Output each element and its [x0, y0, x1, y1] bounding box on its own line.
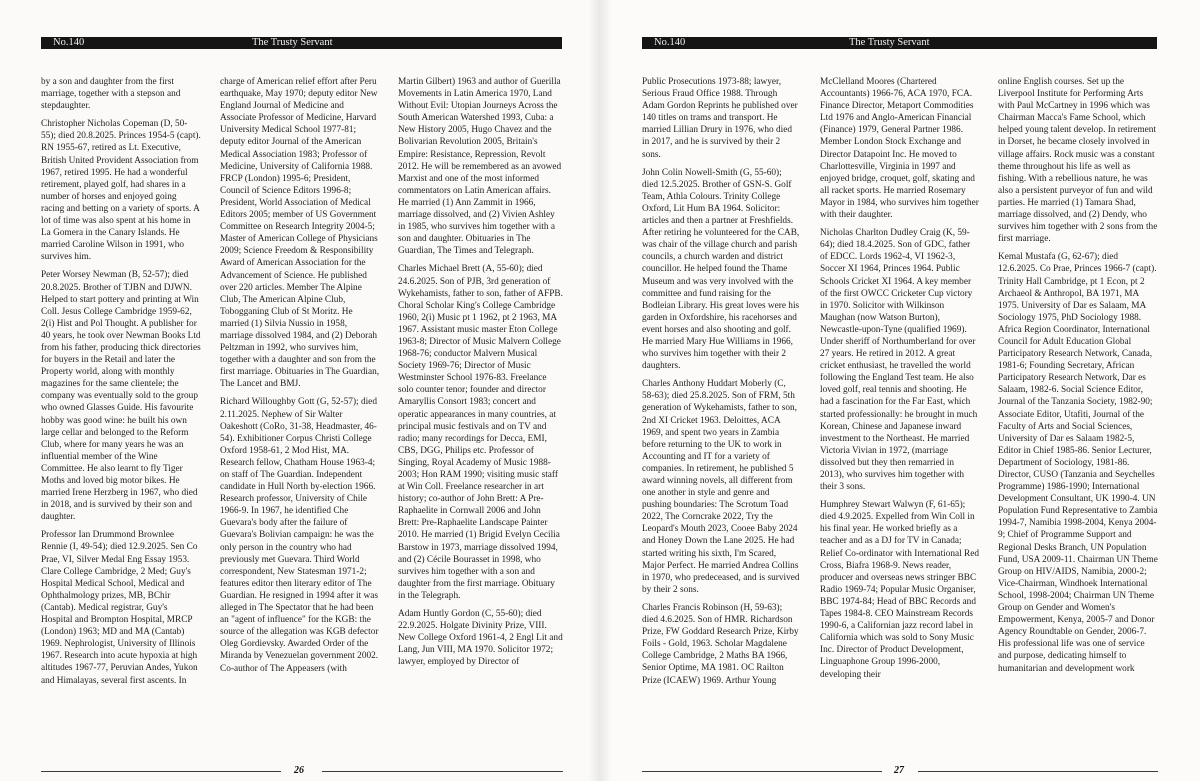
obituary-paragraph: Adam Huntly Gordon (C, 55-60); died 22.9.2025. Holgate Divinity Prize, VIII. New College Oxford 1961-4, 2 Engl Lit and Lang, Jun VIII, MA 1970. Solicitor 1972; lawyer, employed by Director of [398, 609, 563, 668]
running-header [41, 37, 562, 49]
footer-rule-left [41, 771, 281, 772]
column-3 [398, 76, 564, 675]
column-1 [41, 76, 201, 693]
page-number: 26 [294, 765, 304, 776]
page-right [600, 0, 1200, 781]
magazine-title: The Trusty Servant [849, 37, 930, 48]
obituary-paragraph: Christopher Nicholas Copeman (D, 50-55); died 20.8.2025. Princes 1954-5 (capt). RN 1955-67, retired as Lt. Executive, British United Provident Association from 1967, retired 1995. He had a wonderful retirement, played golf, had shares in a number of horses and enjoyed going racing and betting on a variety of sports. A lot of time was also spent at his home in La Gomera in the Canary Islands. He married Caroline Wilson in 1991, who survives him. [41, 119, 201, 263]
column-1 [642, 76, 800, 693]
footer-rule-right [918, 771, 1158, 772]
column-3 [998, 76, 1158, 681]
obituary-paragraph: Professor Ian Drummond Brownlee Rennie (I, 49-54); died 12.9.2025. Sen Co Prae, VI, Silver Medal Eng Essay 1953. Clare College Cambridge, 2 Med; Guy's Hospital Medical School, Medical and Ophthalmology prizes, MB, BChir (Cantab). Medical registrar, Guy's Hospital and Brompton Hospital, MRCP (London) 1963; MD and MA (Cantab) 1969. Nephrologist, University of Illinois 1967. Research into acute hypoxia at high altitudes 1967-77, Peruvian Andes, Yukon and Himalayas, several first ascents. In [41, 530, 198, 686]
obituary-paragraph: Public Prosecutions 1973-88; lawyer, Serious Fraud Office 1988. Through Adam Gordon Reprints he published over 140 titles on trams and transport. He married Lillian Drury in 1976, who died in 2017, and he is survived by their 2 sons. [642, 77, 798, 160]
obituary-paragraph: Humphrey Stewart Walwyn (F, 61-65); died 4.9.2025. Expelled from Win Coll in his final year. He worked briefly as a teacher and as a DJ for TV in Canada; Relief Co-ordinator with International Red Cross, Biafra 1968-9. News reader, producer and overseas news stringer BBC Radio 1969-74; Popular Music Organiser, BBC 1974-84; Head of BBC Records and Tapes 1984-8. CEO Mainstream Records 1990-6, a Californian jazz record label in California which was sold to Sony Music Inc. Director of Product Development, Linguaphone Group 1996-2000, developing their [820, 500, 980, 680]
obituary-paragraph: Charles Francis Robinson (H, 59-63); died 4.6.2025. Son of HMR. Richardson Prize, FW Goddard Research Prize, Kirby Foils - Gold, 1963. Scholar Magdalene College Cambridge, 2 Maths BA 1966, Senior Optime, MA 1981. OC Railton Prize (ICAEW) 1969. Arthur Young [642, 602, 799, 686]
obituary-paragraph: by a son and daughter from the first marriage, together with a stepson and stepdaughter. [41, 77, 181, 112]
issue-number: No.140 [53, 37, 85, 48]
obituary-paragraph: Peter Worsey Newman (B, 52-57); died 20.8.2025. Brother of TJBN and DJWN. Helped to start pottery and printing at Win Coll. Jesus College Cambridge 1959-62, 2(i) Hist and Pol Thought. A publisher for 40 years, he took over Newman Books Ltd from his father, producing thick directories for buyers in the Retail and later the Property world, along with monthly magazines for the same clientele; the company was eventually sold to the group who owned Glasses Guide. His favourite hobby was good wine: he built his own large cellar and belonged to the Reform Club, where for many years he was an influential member of the Wine Committee. He also learnt to fly Tiger Moths and loved big motor bikes. He married Irene Herzberg in 1967, who died in 2018, and is survived by their son and daughter. [41, 270, 201, 523]
obituary-paragraph: John Colin Nowell-Smith (G, 55-60); died 12.5.2025. Brother of GSN-S. Golf Team, Athla Colours. Trinity College Oxford, Lit Hum BA 1964. Solicitor: articles and then a partner at Freshfields. After retiring he volunteered for the CAB, was chair of the village church and parish councils, a church warden and district councillor. He helped found the Thame Museum and was very involved with the committee and fund raising for the Bodleian Library. His great loves were his garden in Oxfordshire, his racehorses and event horses and also shooting and golf. He married Mary Hue Williams in 1966, who survives him together with their 2 daughters. [642, 167, 800, 372]
obituary-paragraph: Charles Michael Brett (A, 55-60); died 24.6.2025. Son of PJB, 3rd generation of Wykehamists, father to son, father of AFPB. Choral Scholar King's College Cambridge 1960, 2(i) Music pt 1 1962, pt 2 1963, MA 1967. Assistant music master Eton College 1963-8; Director of Music Malvern College 1968-76; conductor Malvern Musical Society 1969-76; Director of Music Westminster School 1976-83. Freelance solo counter tenor; founder and director Amaryllis Consort 1983; concert and operatic appearances in many countries, at principal music festivals and on TV and radio; many recordings for Decca, EMI, CBS, DGG, Philips etc. Professor of Singing, Royal Academy of Music 1988-2003; Hon RAM 1990; visiting music staff at Win Coll. Freelance researcher in art history; co-author of John Brett: A Pre-Raphaelite in Cornwall 2006 and John Brett: Pre-Raphaelite Landscape Painter 2010. He married (1) Brigid Evelyn Cecilia Barstow in 1973, marriage dissolved 1994, and (2) Cécile Bourasset in 1998, who survives him together with a son and daughter from the first marriage. Obituary in the Telegraph. [398, 264, 563, 601]
column-2 [820, 76, 980, 687]
column-2 [220, 76, 380, 681]
obituary-paragraph: McClelland Moores (Chartered Accountants) 1966-76, ACA 1970, FCA. Finance Director, Metaport Commodities Ltd 1976 and Anglo-American Financial (Finance) 1979, General Partner 1986. Member London Stock Exchange and Director Datapoint Inc. He moved to Charlottesville, Virginia in 1997 and enjoyed bridge, croquet, golf, skating and all racket sports. He married Rosemary Mayor in 1984, who survives him together with their daughter. [820, 77, 979, 221]
obituary-paragraph: Martin Gilbert) 1963 and author of Guerilla Movements in Latin America 1970, Land Without Evil: Utopian Journeys Across the South American Watershed 1993, Cuba: a New History 2005, Hugo Chavez and the Bolivarian Revolution 2005, Britain's Empire: Resistance, Repression, Revolt 2012. He will be remembered as an avowed Marxist and one of the most informed commentators on Latin American affairs. He married (1) Ann Zammit in 1966, marriage dissolved, and (2) Vivien Ashley in 1985, who survives him together with a son and daughter. Obituaries in The Guardian, The Times and Telegraph. [398, 77, 562, 257]
page-number: 27 [894, 765, 904, 776]
issue-number: No.140 [654, 37, 686, 48]
obituary-paragraph: Kemal Mustafa (G, 62-67); died 12.6.2025. Co Prae, Princes 1966-7 (capt). Trinity Hall Cambridge, pt 1 Econ, pt 2 Archaeol & Anthropol, BA 1971, MA 1975. University of Dar es Salaam, MA Sociology 1975, PhD Sociology 1988. Africa Region Coordinator, International Council for Adult Education Global Participatory Research Network, Canada, 1981-6; Founding Secretary, African Participatory Research Network, Dar es Salaam, 1982-6. Social Science Editor, Journal of the Tanzania Society, 1982-90; Associate Editor, Utafiti, Journal of the Faculty of Arts and Social Sciences, University of Dar es Salaam 1982-5, Editor in Chief 1985-86. Senior Lecturer, Department of Sociology, 1981-86. Director, CUSO (Tanzania and Seychelles Programme) 1986-1990; International Development Consultant, UK 1990-4. UN Population Fund Representative to Zambia 1994-7, Namibia 1998-2004, Kenya 2004-9; Chief of Programme Support and Regional Desks Branch, UN Population Fund, USA 2009-11. Chairman UN Theme Group on HIV/AIDS, Namibia, 2000-2; Vice-Chairman, Windhoek International School, 1998-2004; Chairman UN Theme Group on Gender and Women's Empowerment, Kenya, 2005-7 and Donor Agency Roundtable on Gender, 2006-7. His professional life was one of service and purpose, dedicating himself to humanitarian and development work [998, 252, 1158, 674]
obituary-paragraph: charge of American relief effort after Peru earthquake, May 1970; deputy editor New England Journal of Medicine and Associate Professor of Medicine, Harvard University Medical School 1977-81; deputy editor Journal of the American Medical Association 1983; Professor of Medicine, University of California 1988. FRCP (London) 1995-6; President, Council of Science Editors 1996-8; President, World Association of Medical Editors 2005; member of US Government Committee on Research Integrity 2004-5; Master of American College of Physicians 2009; Science Freedom & Responsibility Award of American Association for the Advancement of Science. He published over 220 articles. Member The Alpine Club, The American Alpine Club, Tobogganing Club of St Moritz. He married (1) Silvia Nussio in 1958, marriage dissolved 1984, and (2) Deborah Peltzman in 1992, who survives him, together with a daughter and son from the first marriage. Obituaries in The Guardian, The Lancet and BMJ. [220, 77, 380, 390]
magazine-title: The Trusty Servant [252, 37, 333, 48]
obituary-paragraph: online English courses. Set up the Liverpool Institute for Performing Arts with Paul McCartney in 1996 which was Chairman Macca's Fame School, which helped young talent develop. In retirement in Dorset, he became closely involved in village affairs. Rock music was a constant theme throughout his life as well as fishing. With a rebellious nature, he was also a persistent purveyor of fun and wild parties. He married (1) Tamara Shad, marriage dissolved, and (2) Dendy, who survives him together with 2 sons from the first marriage. [998, 77, 1158, 245]
footer-rule-left [642, 771, 882, 772]
running-header [642, 37, 1157, 49]
obituary-paragraph: Charles Anthony Huddart Moberly (C, 58-63); died 25.8.2025. Son of FRM, 5th generation of Wykehamists, father to son, 2nd XI Cricket 1963. Deloittes, ACA 1969, and spent two years in Zambia before returning to the UK to work in Accounting and IT for a variety of companies. In retirement, he published 5 award winning novels, all different from one another in style and genre and pushing boundaries: The Scrotum Toad 2022, The Corncrake 2022, Try the Leopard's Mouth 2023, Cooee Baby 2024 and Honey Down the Lane 2025. He had started writing his sixth, I'm Scared, Major Perfect. He married Andrea Collins in 1970, who predeceased, and is survived by their 2 sons. [642, 379, 800, 595]
obituary-paragraph: Richard Willoughby Gott (G, 52-57); died 2.11.2025. Nephew of Sir Walter Oakeshott (CoRo, 31-38, Headmaster, 46-54). Exhibitioner Corpus Christi College Oxford 1958-61, 2 Mod Hist, MA. Research fellow, Chatham House 1963-4; on staff of The Guardian. Independent candidate in Hull North by-election 1966. Research professor, University of Chile 1966-9. In 1967, he identified Che Guevara's body after the failure of Guevara's Bolivian campaign: he was the only person in the country who had previously met Guevara. Third World correspondent, New Statesman 1971-2; features editor then literary editor of The Guardian. He resigned in 1994 after it was alleged in The Spectator that he had been an "agent of influence" for the KGB: the source of the allegation was KGB defector Oleg Gordievsky. Awarded Order of the Miranda by Venezuelan government 2002. Co-author of The Appeasers (with [220, 397, 379, 674]
footer-rule-right [322, 771, 563, 772]
obituary-paragraph: Nicholas Charlton Dudley Craig (K, 59-64); died 18.4.2025. Son of GDC, father of EDCC. Lords 1962-4, VI 1962-3, Soccer XI 1964, Princes 1964. Public Schools Cricket XI 1964. A key member of the first OWCC Cricketer Cup victory in 1970. Solicitor with Wilkinson Maughan (now Watson Burton), Newcastle-upon-Tyne (qualified 1969). Under sheriff of Northumberland for over 27 years. He retired in 2012. A great cricket enthusiast, he travelled the world following the England Test team. He also loved golf, real tennis and shooting. He had a fascination for the Far East, which started professionally: he brought in much Korean, Chinese and Japanese inward investment to the Northeast. He married Victoria Vivian in 1972, (marriage dissolved but they then remarried in 2013), who survives him together with their 3 sons. [820, 228, 978, 493]
